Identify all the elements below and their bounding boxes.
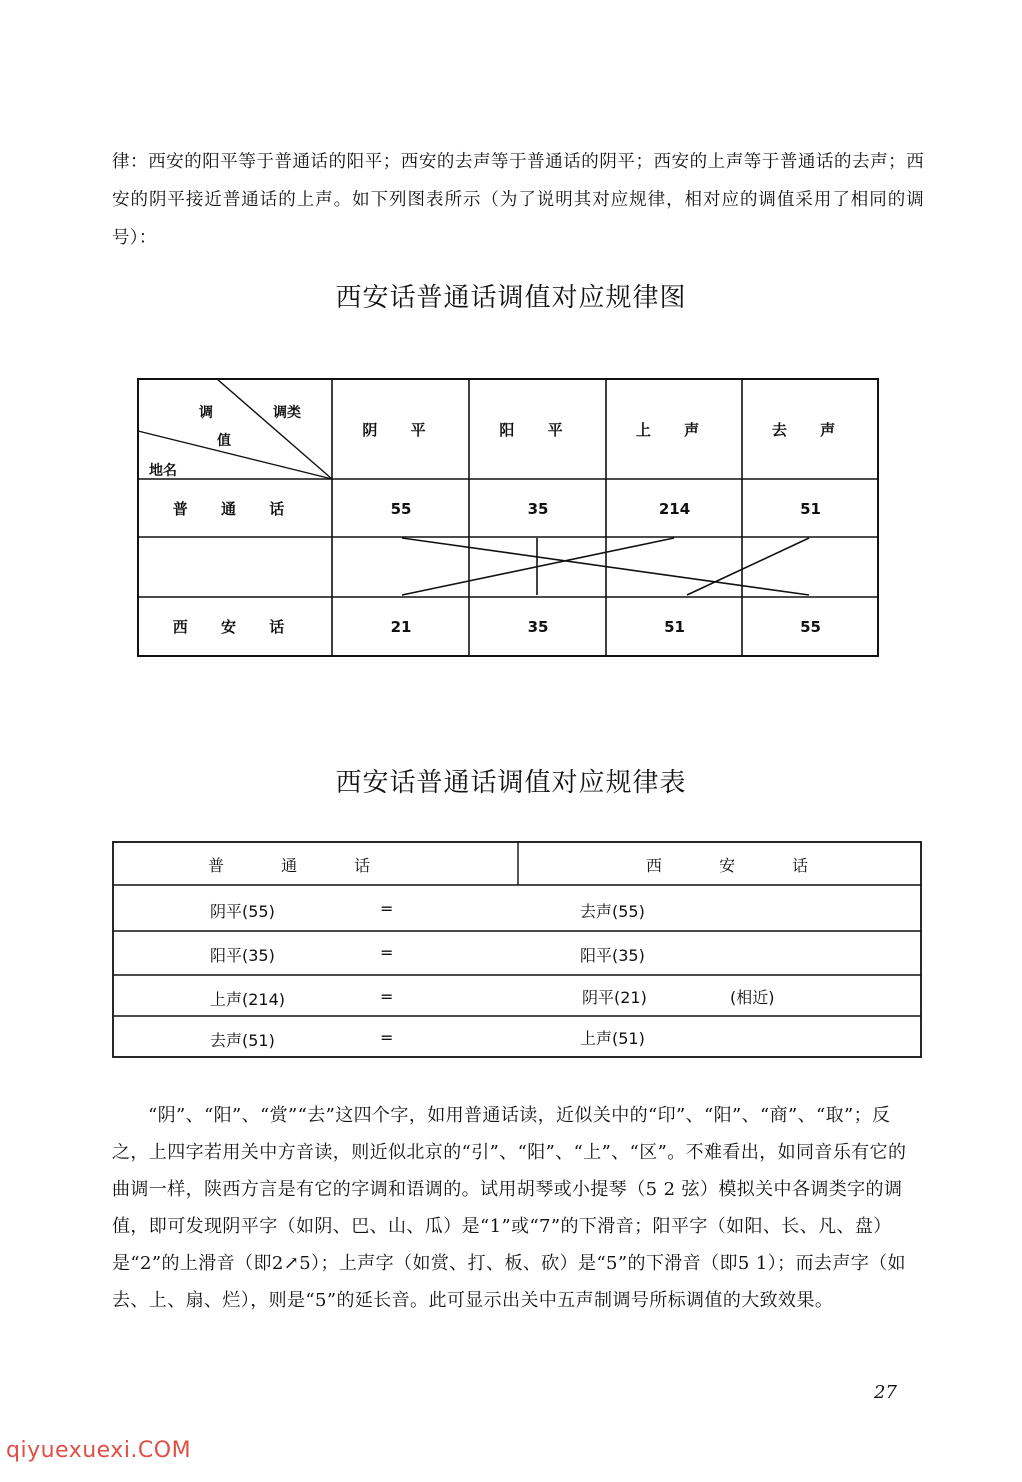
col-header-qusheng: 去 声: [771, 421, 850, 439]
col-header-yinping: 阴 平: [362, 421, 440, 439]
body-paragraph: [112, 1097, 922, 1319]
putonghua-shangsheng-value: 214: [658, 499, 691, 518]
table-row: [112, 975, 922, 1016]
table-title: 西安话普通话调值对应规律表: [335, 768, 687, 798]
col-header-shangsheng: 上 声: [635, 421, 714, 439]
corner-label-zhi: 值: [217, 433, 231, 449]
xianhua-yinping-value: 21: [390, 617, 412, 636]
xianhua-tone: 阳平(35): [580, 946, 645, 965]
table-row: [112, 931, 922, 975]
putonghua-qusheng-value: 51: [800, 499, 821, 518]
watermark: qiyuexuexi.COM: [6, 1438, 192, 1463]
correspondence-diagram: [137, 378, 879, 658]
putonghua-yinping-value: 55: [390, 499, 412, 518]
putonghua-tone: 去声(51): [210, 1031, 275, 1050]
xianhua-tone: 阴平(21): [582, 988, 647, 1007]
header-xianhua: 西 安 话: [646, 856, 835, 875]
putonghua-tone: 阴平(55): [210, 902, 275, 921]
xianhua-yangping-value: 35: [527, 617, 549, 636]
table-header-row: [112, 841, 922, 885]
col-header-yangping: 阳 平: [499, 421, 577, 439]
corner-label-diming: 地名: [149, 463, 177, 479]
putonghua-tone: 上声(214): [210, 990, 286, 1009]
table-row: [112, 1016, 922, 1058]
xianhua-tone: 上声(51): [580, 1029, 645, 1048]
equals-sign: =: [380, 899, 394, 918]
corner-label-tiao: 调: [199, 405, 213, 421]
header-diagonal-1: [217, 379, 332, 479]
row-label-xianhua: 西 安 话: [172, 618, 299, 636]
xianhua-tone: 去声(55): [580, 902, 645, 921]
xianhua-qusheng-value: 55: [800, 617, 821, 636]
row-label-putonghua: 普 通 话: [172, 500, 299, 518]
header-putonghua: 普 通 话: [208, 856, 397, 875]
putonghua-yangping-value: 35: [527, 499, 549, 518]
xianhua-shangsheng-value: 51: [664, 617, 685, 636]
body-paragraph-text: “阴”、“阳”、“赏”“去”这四个字，如用普通话读，近似关中的“印”、“阳”、“商”、“取”；反之，上四字若用关中方音读，则近似北京的“引”、“阳”、“上”、“区”。不难看出，如同音乐有它的曲调一样，陕西方言是有它的字调和语调的。试用胡琴或小提琴（5 2 弦）模拟关中各调类字的调值，即可发现阴平字（如阴、巴、山、瓜）是“1”或“7”的下滑音；阳平字（如阳、长、凡、盘）是“2”的上滑音（即2↗5）；上声字（如赏、打、板、砍）是“5”的下滑音（即5 1）；而去声字（如去、上、扇、烂），则是“5”的延长音。此可显示出关中五声制调号所标调值的大致效果。: [112, 1105, 907, 1311]
equals-sign: =: [380, 987, 394, 1006]
corner-label-tiaolei: 调类: [273, 405, 301, 421]
page-number: 27: [874, 1382, 897, 1403]
putonghua-tone: 阳平(35): [210, 946, 275, 965]
diagram-title: 西安话普通话调值对应规律图: [335, 283, 687, 313]
table-row: [112, 885, 922, 931]
map-line-shangsheng-to-yinping: [402, 538, 674, 595]
correspondence-table: [112, 841, 922, 1058]
note-close: (相近): [730, 988, 775, 1007]
intro-paragraph: 律：西安的阳平等于普通话的阳平；西安的去声等于普通话的阴平；西安的上声等于普通话的去声；西安的阴平接近普通话的上声。如下列图表所示（为了说明其对应规律，相对应的调值采用了相同的调号）：: [112, 152, 924, 248]
equals-sign: =: [380, 1028, 394, 1047]
equals-sign: =: [380, 943, 394, 962]
